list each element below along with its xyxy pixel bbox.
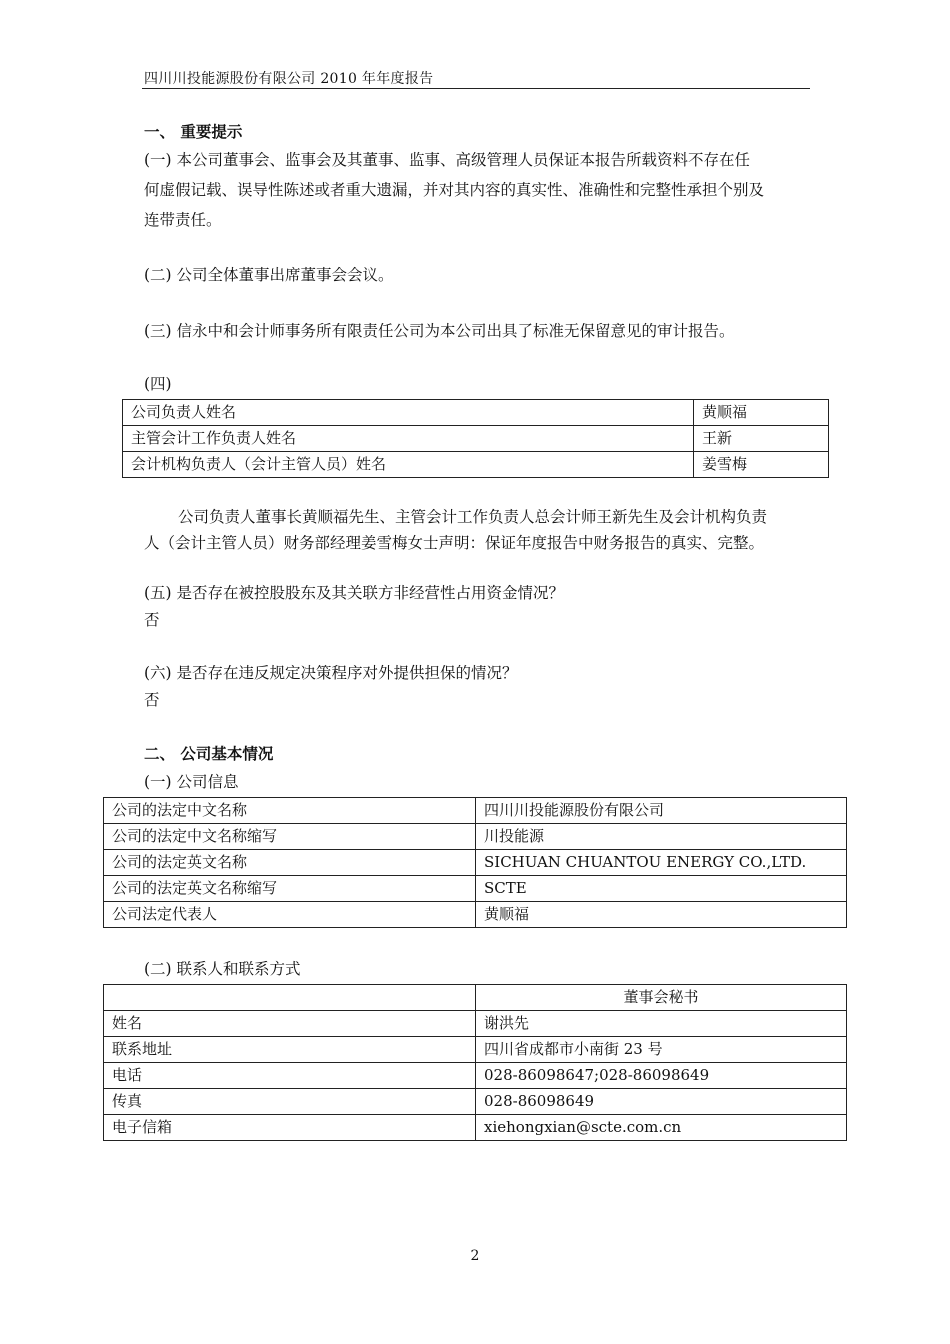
officer-label: 主管会计工作负责人姓名: [123, 426, 694, 452]
company-info-label: 公司的法定中文名称缩写: [104, 824, 476, 850]
company-info-value: 黄顺福: [476, 902, 847, 928]
header-divider: [142, 88, 810, 89]
item-1-line-1: (一) 本公司董事会、监事会及其董事、监事、高级管理人员保证本报告所载资料不存在任: [144, 151, 751, 169]
item-1-line-2: 何虚假记载、误导性陈述或者重大遗漏，并对其内容的真实性、准确性和完整性承担个别及: [144, 181, 765, 199]
officer-value: 姜雪梅: [694, 452, 829, 478]
table-row: [104, 1063, 847, 1089]
table-row: [104, 824, 847, 850]
statement-line-1: 公司负责人董事长黄顺福先生、主管会计工作负责人总会计师王新先生及会计机构负责: [178, 508, 768, 526]
contact-label: 传真: [104, 1089, 476, 1115]
contact-label: 联系地址: [104, 1037, 476, 1063]
contact-label: 电子信箱: [104, 1115, 476, 1141]
table-row: [104, 985, 847, 1011]
item-3: (三) 信永中和会计师事务所有限责任公司为本公司出具了标准无保留意见的审计报告。: [144, 322, 735, 340]
table-row: [123, 452, 829, 478]
contact-header-left: [104, 985, 476, 1011]
contact-value: xiehongxian@scte.com.cn: [476, 1115, 847, 1141]
table-row: [104, 798, 847, 824]
company-info-value: SICHUAN CHUANTOU ENERGY CO.,LTD.: [476, 850, 847, 876]
officers-table: [122, 399, 829, 478]
item-5-answer: 否: [144, 611, 160, 629]
item-5-question: (五) 是否存在被控股股东及其关联方非经营性占用资金情况？: [144, 584, 565, 602]
section-1-title: 一、 重要提示: [144, 122, 243, 141]
table-row: [104, 1089, 847, 1115]
officer-label: 公司负责人姓名: [123, 400, 694, 426]
item-4-label: (四): [144, 375, 172, 393]
item-1-line-3: 连带责任。: [144, 211, 222, 229]
company-info-value: 四川川投能源股份有限公司: [476, 798, 847, 824]
company-info-label: 公司的法定英文名称: [104, 850, 476, 876]
contact-value: 028-86098647;028-86098649: [476, 1063, 847, 1089]
table-row: [104, 876, 847, 902]
contact-table: [103, 984, 847, 1141]
officer-value: 黄顺福: [694, 400, 829, 426]
officer-value: 王新: [694, 426, 829, 452]
table-row: [104, 1115, 847, 1141]
subsection-contacts: (二) 联系人和联系方式: [144, 960, 301, 978]
table-row: [104, 1037, 847, 1063]
table-row: [123, 426, 829, 452]
table-row: [104, 1011, 847, 1037]
section-2-title: 二、 公司基本情况: [144, 744, 274, 763]
item-6-question: (六) 是否存在违反规定决策程序对外提供担保的情况？: [144, 664, 518, 682]
contact-header-secretary: 董事会秘书: [476, 985, 847, 1011]
item-6-answer: 否: [144, 691, 160, 709]
contact-label: 电话: [104, 1063, 476, 1089]
contact-value: 028-86098649: [476, 1089, 847, 1115]
report-header-title: 四川川投能源股份有限公司 2010 年年度报告: [144, 71, 434, 87]
officer-label: 会计机构负责人（会计主管人员）姓名: [123, 452, 694, 478]
subsection-company-info: (一) 公司信息: [144, 773, 239, 791]
contact-value: 四川省成都市小南街 23 号: [476, 1037, 847, 1063]
table-row: [104, 902, 847, 928]
statement-line-2: 人（会计主管人员）财务部经理姜雪梅女士声明：保证年度报告中财务报告的真实、完整。: [144, 534, 765, 552]
company-info-label: 公司的法定英文名称缩写: [104, 876, 476, 902]
company-info-value: SCTE: [476, 876, 847, 902]
company-info-label: 公司法定代表人: [104, 902, 476, 928]
company-info-value: 川投能源: [476, 824, 847, 850]
table-row: [123, 400, 829, 426]
company-info-table: [103, 797, 847, 928]
contact-value: 谢洪先: [476, 1011, 847, 1037]
page-number: 2: [470, 1248, 480, 1264]
item-2: (二) 公司全体董事出席董事会会议。: [144, 266, 394, 284]
company-info-label: 公司的法定中文名称: [104, 798, 476, 824]
table-row: [104, 850, 847, 876]
contact-label: 姓名: [104, 1011, 476, 1037]
